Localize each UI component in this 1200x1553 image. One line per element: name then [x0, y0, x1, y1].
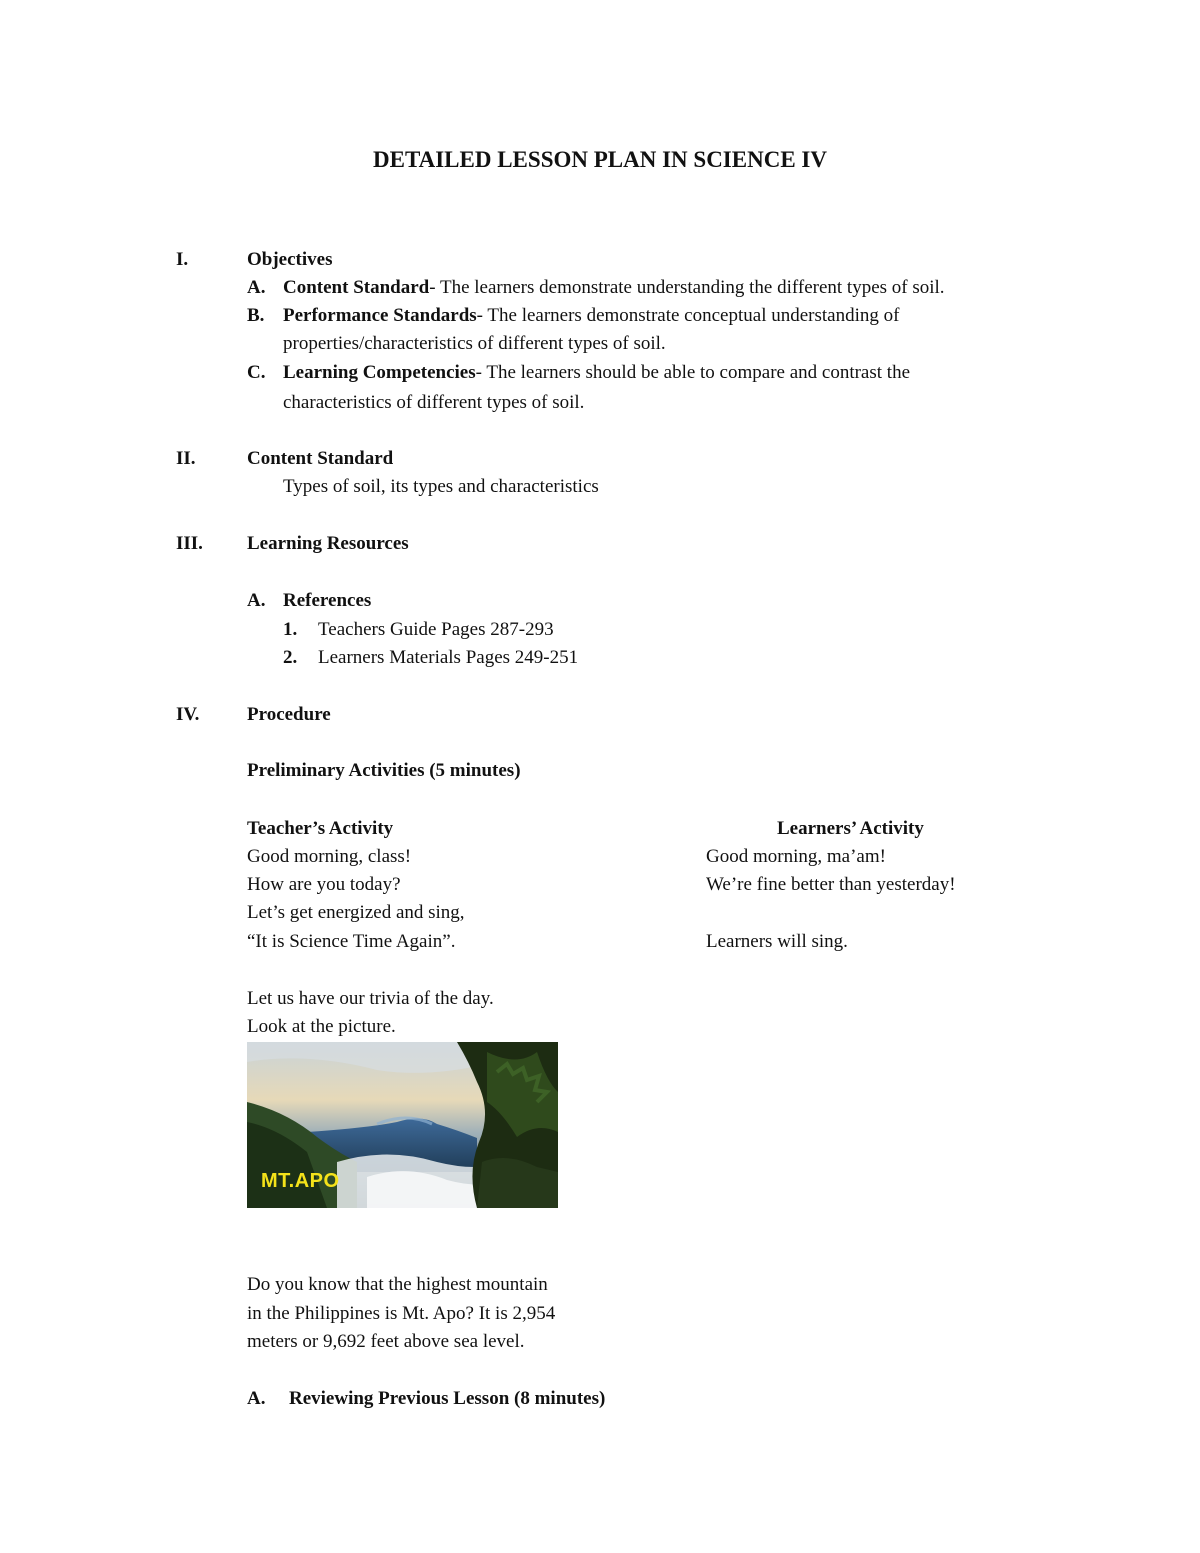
teacher-line: How are you today? — [247, 874, 401, 895]
section-numeral-iii: III. — [176, 533, 203, 554]
objective-c-label: Learning Competencies — [283, 362, 476, 383]
fact-line: meters or 9,692 feet above sea level. — [247, 1331, 525, 1352]
review-letter: A. — [247, 1388, 266, 1409]
objective-b-text-continued: properties/characteristics of different types of soil. — [283, 333, 666, 354]
section-numeral-ii: II. — [176, 448, 196, 469]
fact-line: Do you know that the highest mountain — [247, 1274, 548, 1295]
teacher-line: Good morning, class! — [247, 846, 412, 867]
learner-line: Good morning, ma’am! — [706, 846, 886, 867]
objective-letter-b: B. — [247, 305, 265, 326]
trivia-line: Let us have our trivia of the day. — [247, 988, 494, 1009]
objective-a-line — [283, 278, 945, 297]
content-text: Types of soil, its types and characteristics — [283, 476, 599, 497]
reference-text-2: Learners Materials Pages 249-251 — [318, 647, 579, 668]
objective-b-label: Performance Standards — [283, 305, 477, 326]
references-heading: References — [283, 590, 372, 611]
reference-text-1: Teachers Guide Pages 287-293 — [318, 619, 554, 640]
trivia-line: Look at the picture. — [247, 1016, 396, 1037]
learner-line: We’re fine better than yesterday! — [706, 874, 956, 895]
page-title: DETAILED LESSON PLAN IN SCIENCE IV — [373, 147, 827, 172]
section-numeral-i: I. — [176, 249, 189, 270]
objective-a-text: - The learners demonstrate understanding the different types of soil. — [429, 277, 945, 298]
section-heading-resources: Learning Resources — [247, 533, 409, 554]
reference-num-2: 2. — [283, 647, 298, 668]
section-heading-objectives: Objectives — [247, 249, 333, 270]
preliminary-activities-heading: Preliminary Activities (5 minutes) — [247, 760, 521, 781]
section-heading-content: Content Standard — [247, 448, 394, 469]
objective-b-line — [283, 306, 899, 325]
objective-a-label: Content Standard — [283, 277, 430, 298]
review-heading: Reviewing Previous Lesson (8 minutes) — [289, 1388, 606, 1409]
section-heading-procedure: Procedure — [247, 704, 331, 725]
objective-c-line — [283, 363, 910, 382]
learner-line: Learners will sing. — [706, 931, 848, 952]
photo-caption: MT.APO — [261, 1170, 340, 1192]
objective-letter-c: C. — [247, 362, 266, 383]
objective-c-text-continued: characteristics of different types of soil. — [283, 392, 585, 413]
reference-num-1: 1. — [283, 619, 298, 640]
fact-line: in the Philippines is Mt. Apo? It is 2,954 — [247, 1303, 556, 1324]
objective-b-text: - The learners demonstrate conceptual understanding of — [476, 305, 900, 326]
teacher-line: Let’s get energized and sing, — [247, 902, 465, 923]
mt-apo-photo — [247, 1042, 558, 1208]
objective-c-text: - The learners should be able to compare and contrast the — [475, 362, 910, 383]
objective-letter-a: A. — [247, 277, 266, 298]
section-numeral-iv: IV. — [176, 704, 200, 725]
teacher-line: “It is Science Time Again”. — [247, 931, 456, 952]
teacher-activity-heading: Teacher’s Activity — [247, 818, 394, 839]
learner-activity-heading: Learners’ Activity — [777, 818, 924, 839]
references-letter: A. — [247, 590, 266, 611]
